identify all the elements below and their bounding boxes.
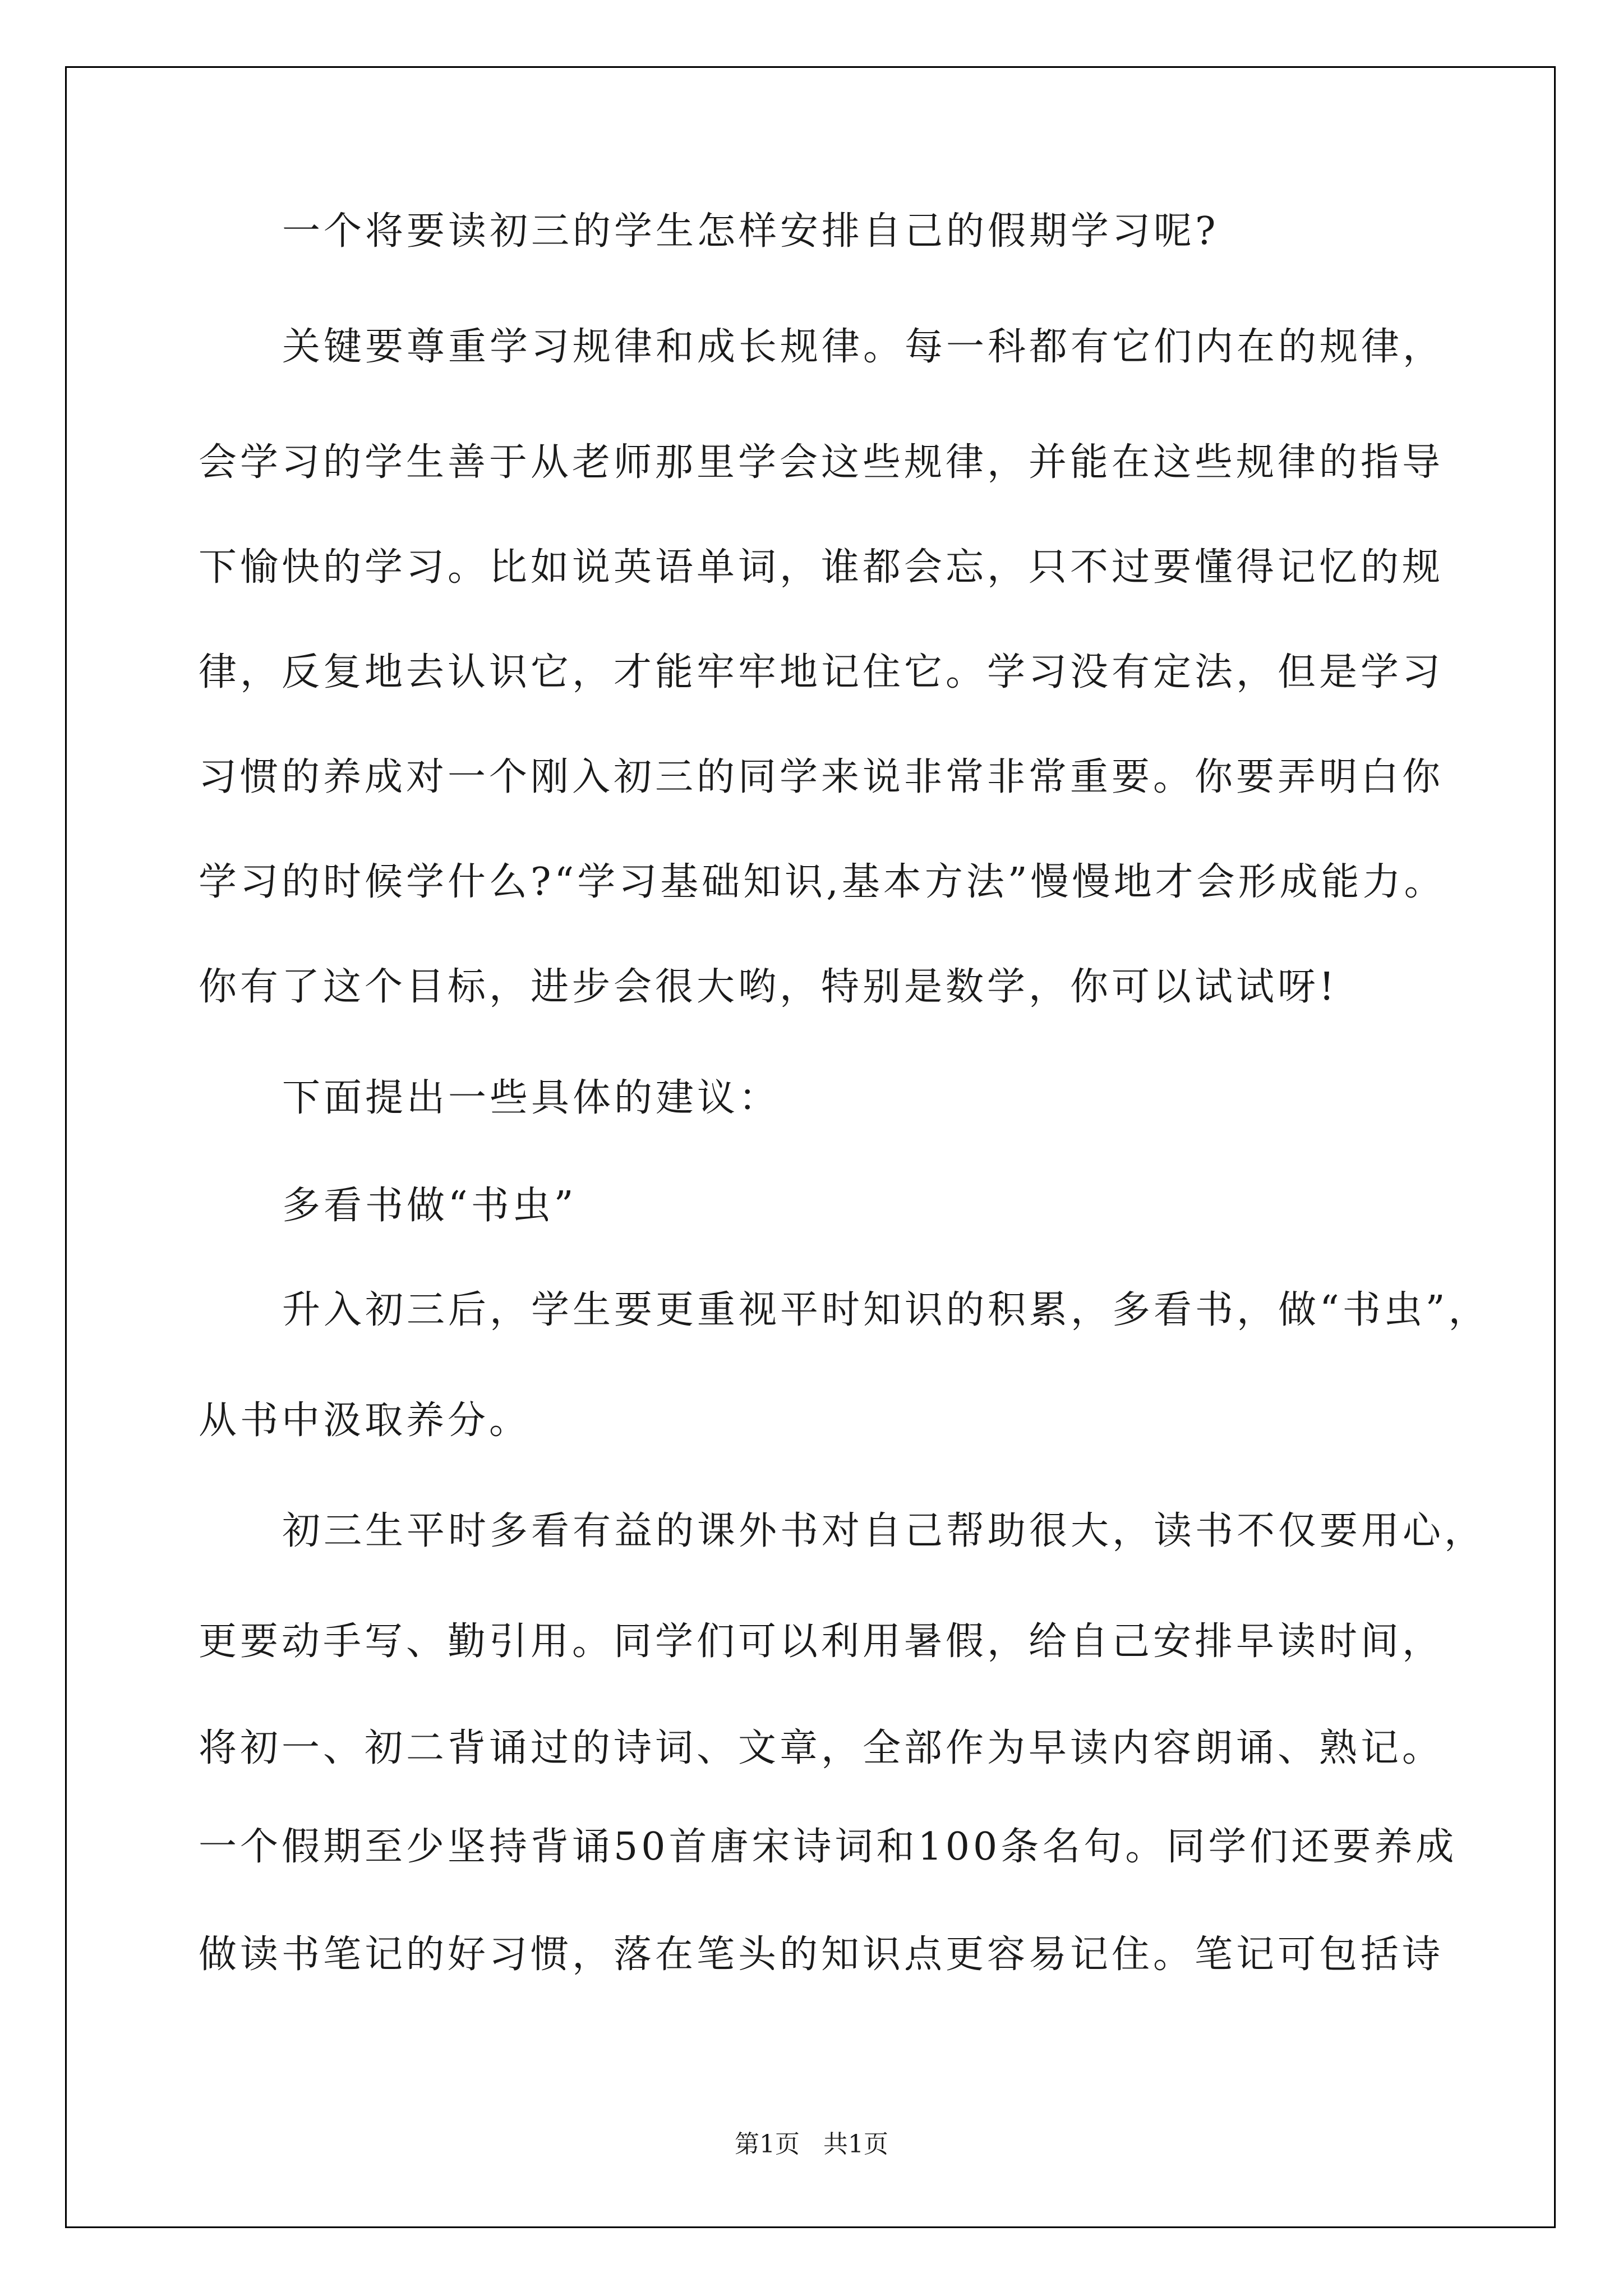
paragraph-line: 下愉快的学习。比如说英语单词，谁都会忘，只不过要懂得记忆的规: [199, 545, 1444, 590]
paragraph-line: 更要动手写、勤引用。同学们可以利用暑假，给自己安排早读时间，: [199, 1619, 1444, 1664]
page-border: [65, 66, 1556, 2228]
paragraph-line: 做读书笔记的好习惯，落在笔头的知识点更容易记住。笔记可包括诗: [199, 1932, 1444, 1977]
paragraph-line: 初三生平时多看有益的课外书对自己帮助很大，读书不仅要用心，: [282, 1509, 1486, 1553]
paragraph-line: 一个将要读初三的学生怎样安排自己的假期学习呢?: [282, 209, 1219, 254]
paragraph-line: 律，反复地去认识它，才能牢牢地记住它。学习没有定法，但是学习: [199, 650, 1444, 694]
paragraph-line: 你有了这个目标，进步会很大哟，特别是数学，你可以试试呀!: [199, 965, 1338, 1009]
paragraph-line: 从书中汲取养分。: [199, 1398, 531, 1443]
paragraph-line: 下面提出一些具体的建议：: [282, 1076, 781, 1120]
page-footer: 第1页 共1页: [735, 2130, 888, 2159]
paragraph-line: 升入初三后，学生要更重视平时知识的积累，多看书，做“书虫”，: [282, 1288, 1490, 1332]
paragraph-line: 关键要尊重学习规律和成长规律。每一科都有它们内在的规律，: [282, 325, 1445, 369]
paragraph-line: 将初一、初二背诵过的诗词、文章，全部作为早读内容朗诵、熟记。: [199, 1726, 1444, 1770]
paragraph-line: 习惯的养成对一个刚入初三的同学来说非常非常重要。你要弄明白你: [199, 755, 1444, 799]
section-heading: 多看书做“书虫”: [282, 1184, 577, 1228]
paragraph-line: 会学习的学生善于从老师那里学会这些规律，并能在这些规律的指导: [199, 440, 1444, 485]
paragraph-line: 学习的时候学什么?“学习基础知识,基本方法”慢慢地才会形成能力。: [199, 860, 1446, 904]
paragraph-line: 一个假期至少坚持背诵50首唐宋诗词和100条名句。同学们还要养成: [199, 1825, 1458, 1869]
